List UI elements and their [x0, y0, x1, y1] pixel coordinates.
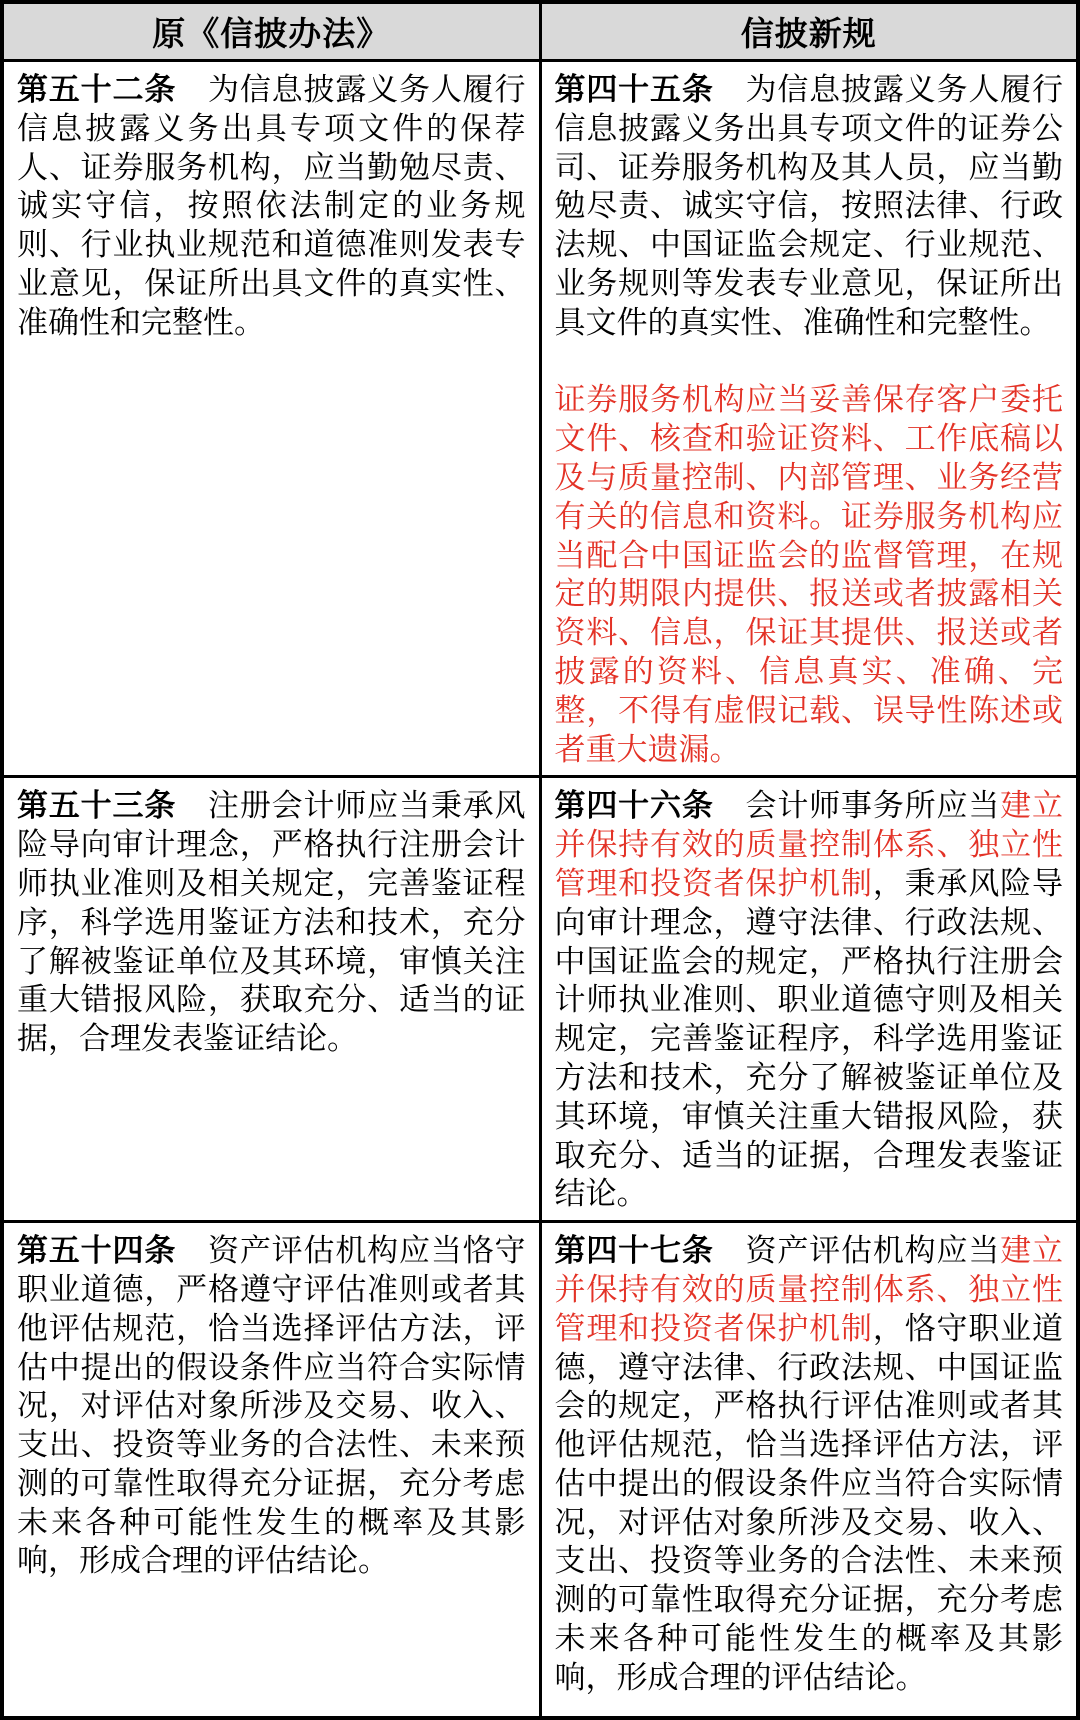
- old-regulation-header: 原《信披办法》: [2, 2, 540, 61]
- old-regulation-cell: [2, 1222, 540, 1718]
- text-segment: 资产评估机构应当恪守职业道德，严格遵守评估准则或者其他评估规范，恰当选择评估方法，评估中提出的假设条件应当符合实际情况，对评估对象所涉及交易、收入、支出、投资等业务的合法性、未来预测的可靠性取得充分证据，充分考虑未来各种可能性发生的概率及其影响，形成合理的评估结论。: [17, 1233, 526, 1579]
- table-row: [2, 1222, 1078, 1718]
- table-row: [2, 61, 1078, 777]
- added-text: 证券服务机构应当妥善保存客户委托文件、核查和验证资料、工作底稿以及与质量控制、内部管理、业务经营有关的信息和资料。证券服务机构应当配合中国证监会的监督管理，在规定的期限内提供、报送或者披露相关资料、信息，保证其提供、报送或者披露的资料、信息真实、准确、完整，不得有虚假记载、误导性陈述或者重大遗漏。: [554, 382, 1063, 767]
- added-text: 建立并保持有效的质量控制体系、独立性管理和投资者保护机制: [554, 788, 1064, 901]
- new-regulation-cell: [540, 61, 1078, 777]
- text-segment: 注册会计师应当秉承风险导向审计理念，严格执行注册会计师执业准则及相关规定，完善鉴证程序，科学选用鉴证方法和技术，充分了解被鉴证单位及其环境，审慎关注重大错报风险，获取充分、适当的证据，合理发表鉴证结论。: [17, 788, 526, 1057]
- paragraph: [555, 381, 1064, 769]
- added-text: 建立并保持有效的质量控制体系、独立性管理和投资者保护机制: [554, 1233, 1064, 1346]
- table-row: [2, 777, 1078, 1222]
- article-number: 第五十四条: [17, 1233, 177, 1269]
- new-regulation-header: 信披新规: [540, 2, 1078, 61]
- paragraph: [17, 787, 526, 1059]
- paragraph: [17, 1232, 526, 1581]
- comparison-table-body: [2, 61, 1078, 1718]
- text-segment: 为信息披露义务人履行信息披露义务出具专项文件的证券公司、证券服务机构及其人员，应当勤勉尽责、诚实守信，按照法律、行政法规、中国证监会规定、行业规范、业务规则等发表专业意见，保证所出具文件的真实性、准确性和完整性。: [554, 72, 1064, 340]
- paragraph: [555, 787, 1064, 1214]
- paragraph: [17, 71, 526, 343]
- text-segment: 会计师事务所应当: [713, 788, 1001, 824]
- article-number: 第四十六条: [554, 788, 714, 824]
- text-segment: ，恪守职业道德，遵守法律、行政法规、中国证监会的规定，严格执行评估准则或者其他评估规范，恰当选择评估方法，评估中提出的假设条件应当符合实际情况，对评估对象所涉及交易、收入、支出、投资等业务的合法性、未来预测的可靠性取得充分证据，充分考虑未来各种可能性发生的概率及其影响，形成合理的评估结论。: [554, 1310, 1064, 1695]
- paragraph: [555, 71, 1064, 343]
- article-number: 第五十二条: [17, 72, 177, 107]
- old-regulation-cell: [2, 777, 540, 1222]
- new-regulation-cell: [540, 777, 1078, 1222]
- new-regulation-cell: [540, 1222, 1078, 1718]
- article-number: 第四十七条: [554, 1233, 714, 1269]
- table-header-row: [2, 2, 1078, 61]
- old-regulation-cell: [2, 61, 540, 777]
- paragraph: [555, 1232, 1064, 1698]
- article-number: 第五十三条: [17, 788, 177, 824]
- article-number: 第四十五条: [554, 72, 714, 107]
- text-segment: ，秉承风险导向审计理念，遵守法律、行政法规、中国证监会的规定，严格执行注册会计师执业准则、职业道德守则及相关规定，完善鉴证程序，科学选用鉴证方法和技术，充分了解被鉴证单位及其环境，审慎关注重大错报风险，获取充分、适当的证据，合理发表鉴证结论。: [554, 865, 1064, 1212]
- text-segment: 资产评估机构应当: [713, 1233, 1001, 1269]
- text-segment: 为信息披露义务人履行信息披露义务出具专项文件的保荐人、证券服务机构，应当勤勉尽责、诚实守信，按照依法制定的业务规则、行业执业规范和道德准则发表专业意见，保证所出具文件的真实性、准确性和完整性。: [17, 72, 526, 340]
